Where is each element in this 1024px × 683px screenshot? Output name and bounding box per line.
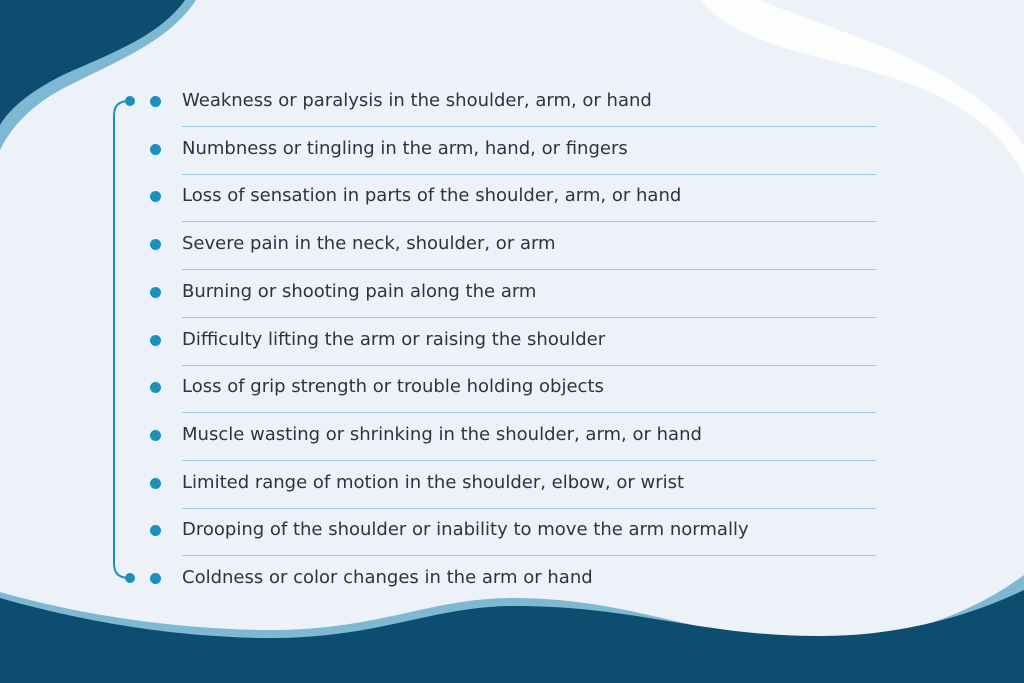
bullet-dot-icon [150,287,161,298]
list-item [150,182,880,212]
bullet-dot-icon [150,144,161,155]
bullet-dot-icon [150,335,161,346]
bullet-dot-icon [150,478,161,489]
list-item [150,230,880,260]
symptom-text: Weakness or paralysis in the shoulder, arm, or hand [182,90,652,111]
list-item [150,564,880,594]
bullet-dot-icon [150,96,161,107]
symptom-text: Difficulty lifting the arm or raising the shoulder [182,328,606,350]
bullet-dot-icon [150,191,161,202]
list-item [150,373,880,403]
symptom-text: Severe pain in the neck, shoulder, or arm [182,233,556,255]
bullet-dot-icon [150,525,161,536]
symptom-text: Burning or shooting pain along the arm [182,280,537,302]
list-item [150,516,880,546]
symptom-text: Limited range of motion in the shoulder, elbow, or wrist [182,471,685,493]
symptom-text: Loss of sensation in parts of the shoulder, arm, or hand [182,185,682,207]
bullet-dot-icon [150,430,161,441]
list-item [150,421,880,451]
bullet-dot-icon [150,573,161,584]
list-item [150,326,880,356]
list-item [150,469,880,499]
symptom-text: Numbness or tingling in the arm, hand, or fingers [182,137,628,159]
list-item [150,135,880,165]
bullet-dot-icon [150,239,161,250]
symptom-text: Loss of grip strength or trouble holding objects [182,376,604,398]
symptom-text: Muscle wasting or shrinking in the shoulder, arm, or hand [182,423,702,445]
bullet-dot-icon [150,382,161,393]
list-item [150,278,880,308]
symptom-text: Drooping of the shoulder or inability to move the arm normally [182,519,749,541]
symptom-text: Coldness or color changes in the arm or hand [182,567,593,588]
list-item [150,87,880,117]
